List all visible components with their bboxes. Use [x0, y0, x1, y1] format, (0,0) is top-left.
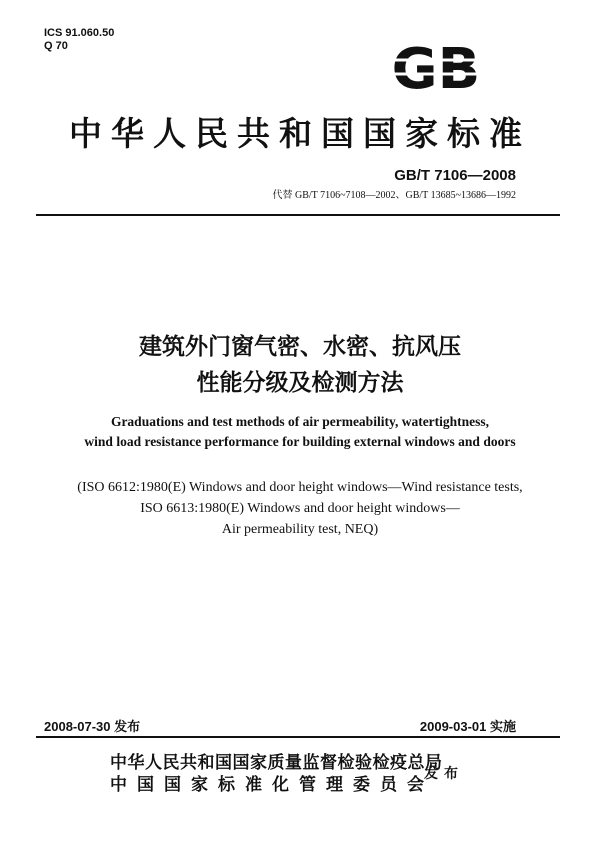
- chinese-title-line-2: 性能分级及检测方法: [196, 370, 404, 396]
- top-divider: [36, 214, 560, 216]
- issuer-line-1: 中华人民共和国国家质量监督检验检疫总局: [110, 753, 443, 773]
- national-standard-title: 中华人民共和国国家标准: [69, 114, 531, 153]
- svg-text:GB: GB: [391, 38, 481, 98]
- implementation-date: 2009-03-01 实施: [419, 719, 516, 734]
- standard-number: GB/T 7106—2008: [394, 167, 516, 184]
- publish-label: 发布: [424, 766, 464, 782]
- issuer-line-2: 中国国家标准化管理委员会: [110, 775, 434, 795]
- chinese-title-line-1: 建筑外门窗气密、水密、抗风压: [139, 334, 461, 360]
- classification-codes: [44, 27, 114, 53]
- iso-reference-line-1: (ISO 6612:1980(E) Windows and door height windows—Wind resistance tests,: [77, 480, 523, 495]
- ccs-code: Q 70: [44, 40, 68, 52]
- gb-logo-icon: [374, 38, 498, 98]
- ics-code: ICS 91.060.50: [44, 27, 115, 39]
- gb-logo: [374, 38, 498, 98]
- iso-reference-line-2: ISO 6613:1980(E) Windows and door height windows—: [140, 501, 460, 516]
- issue-date: 2008-07-30 发布: [44, 719, 141, 734]
- english-title-line-1: Graduations and test methods of air permeability, watertightness,: [110, 414, 490, 429]
- replaces-note: 代替 GB/T 7106~7108—2002、GB/T 13685~13686—1992: [272, 190, 516, 201]
- iso-reference-line-3: Air permeability test, NEQ): [221, 522, 379, 537]
- bottom-divider: [36, 736, 560, 738]
- english-title-line-2: wind load resistance performance for building external windows and doors: [84, 434, 516, 449]
